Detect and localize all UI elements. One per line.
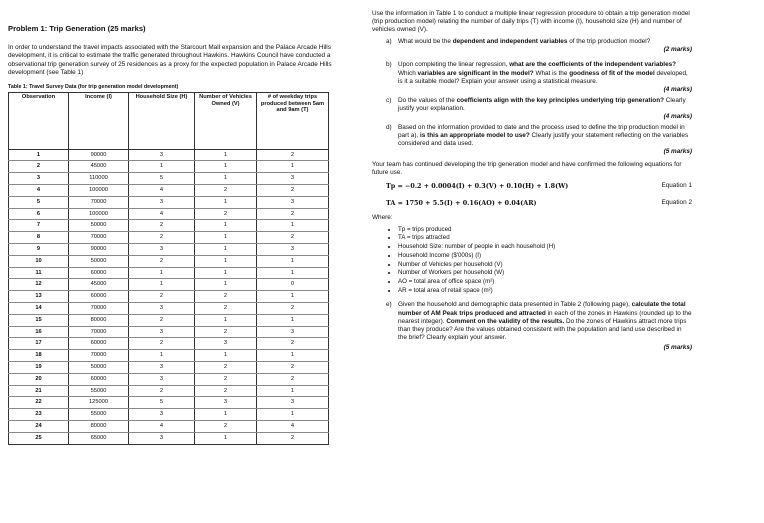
intro-paragraph: In order to understand the travel impacts associated with the Starcourt Mall expansion and the Palace Arcade Hills development, it is critical to estimate the traffic generated throughout Hawkins. Hawkins Council have conducted a observational trip generation survey of 25 residences as a proxy for the expected population in Palace Arcade Hills development (see Table 1): [8, 44, 332, 77]
table-cell: 1: [257, 409, 329, 421]
table-cell: 5: [129, 397, 195, 409]
table-cell: 1: [257, 255, 329, 267]
table-cell: 21: [9, 385, 69, 397]
table-cell: 5: [129, 173, 195, 185]
table-cell: 8: [9, 232, 69, 244]
table-cell: 17: [9, 338, 69, 350]
table-cell: 7: [9, 220, 69, 232]
table-cell: 2: [257, 149, 329, 161]
table-cell: 1: [257, 267, 329, 279]
table-row: [9, 267, 329, 279]
table-cell: 0: [257, 279, 329, 291]
table-cell: 2: [195, 291, 257, 303]
list-item: • Household Income ($'000s) (I): [398, 252, 692, 261]
table-row: [9, 385, 329, 397]
table-cell: 2: [129, 338, 195, 350]
table-cell: 2: [257, 373, 329, 385]
table-cell: 3: [195, 338, 257, 350]
table-cell: 16: [9, 326, 69, 338]
table-cell: 4: [257, 420, 329, 432]
table-cell: 22: [9, 397, 69, 409]
where-label: Where:: [372, 213, 393, 221]
table-cell: 12: [9, 279, 69, 291]
question-c-label: c): [386, 96, 392, 104]
header-income: Income (I): [69, 92, 129, 149]
equation-2: TA = 1750 + 5.5(I) + 0.16(AO) + 0.04(AR): [386, 198, 537, 207]
table-cell: 3: [9, 173, 69, 185]
table-cell: 10: [9, 255, 69, 267]
table-cell: 3: [257, 326, 329, 338]
table-cell: 65000: [69, 432, 129, 444]
table-row: [9, 255, 329, 267]
table-cell: 50000: [69, 361, 129, 373]
table-cell: 3: [129, 361, 195, 373]
table-cell: 6: [9, 208, 69, 220]
equation-1: Tp = −0.2 + 0.0004(I) + 0.3(V) + 0.10(H) + 1.8(W): [386, 181, 569, 190]
table-cell: 24: [9, 420, 69, 432]
header-household-size: Household Size (H): [129, 92, 195, 149]
travel-survey-table: [8, 92, 329, 445]
table-row: [9, 397, 329, 409]
table-cell: 3: [129, 196, 195, 208]
table-cell: 2: [257, 338, 329, 350]
table-cell: 70000: [69, 350, 129, 362]
table-cell: 2: [195, 361, 257, 373]
table-cell: 14: [9, 302, 69, 314]
table-row: [9, 208, 329, 220]
table-cell: 55000: [69, 385, 129, 397]
table-cell: 2: [257, 432, 329, 444]
table-row: [9, 244, 329, 256]
table-row: [9, 302, 329, 314]
table-cell: 11: [9, 267, 69, 279]
table-cell: 3: [257, 196, 329, 208]
header-observation: Observation: [9, 92, 69, 149]
table-cell: 60000: [69, 267, 129, 279]
table-cell: 125000: [69, 397, 129, 409]
table-cell: 19: [9, 361, 69, 373]
table-cell: 2: [195, 373, 257, 385]
table-cell: 90000: [69, 149, 129, 161]
question-e: e) Given the household and demographic data presented in Table 2 (following page), calculate the total number of AM Peak trips produced and attracted in each of the zones in Hawkins (rounded up to the nearest integer). Comment on the validity of the results. Do the zones of Hawkins attract more trips than they produce? Are the values obtained consistent with the population and land use described in the brief? Clearly explain your answer. (5 marks): [372, 301, 692, 352]
table-cell: 110000: [69, 173, 129, 185]
table-cell: 4: [129, 420, 195, 432]
table-row: [9, 326, 329, 338]
table-cell: 3: [129, 409, 195, 421]
list-item: • TA = trips attracted: [398, 234, 692, 243]
question-d-marks: (5 marks): [663, 148, 692, 156]
table-cell: 80000: [69, 314, 129, 326]
table-row: [9, 338, 329, 350]
table-cell: 45000: [69, 161, 129, 173]
table-cell: 2: [129, 232, 195, 244]
table-cell: 55000: [69, 409, 129, 421]
table-cell: 1: [129, 161, 195, 173]
table-cell: 2: [257, 208, 329, 220]
equation-1-label: Equation 1: [661, 181, 692, 189]
table-row: [9, 420, 329, 432]
table-cell: 70000: [69, 302, 129, 314]
table-cell: 1: [195, 314, 257, 326]
table-cell: 90000: [69, 244, 129, 256]
table-cell: 2: [195, 208, 257, 220]
table-cell: 2: [195, 302, 257, 314]
table-cell: 1: [195, 161, 257, 173]
table-row: [9, 196, 329, 208]
table-cell: 3: [257, 244, 329, 256]
list-item: • Number of Vehicles per household (V): [398, 261, 692, 270]
table-cell: 2: [9, 161, 69, 173]
equation-1-row: [372, 182, 692, 199]
table-cell: 3: [129, 302, 195, 314]
table-cell: 2: [129, 255, 195, 267]
table-cell: 50000: [69, 220, 129, 232]
table-cell: 1: [257, 314, 329, 326]
header-weekday-trips: # of weekday trips produced between 5am and 9am (T): [257, 92, 329, 149]
table-cell: 25: [9, 432, 69, 444]
left-column: [8, 24, 353, 445]
table-cell: 2: [257, 302, 329, 314]
table-cell: 3: [257, 397, 329, 409]
table-row: [9, 232, 329, 244]
table-cell: 2: [129, 314, 195, 326]
question-a-marks: (2 marks): [663, 46, 692, 54]
table-row: [9, 220, 329, 232]
list-item: • Household Size: number of people in each household (H): [398, 243, 692, 252]
table-cell: 1: [129, 279, 195, 291]
table-cell: 15: [9, 314, 69, 326]
question-b-marks: (4 marks): [663, 85, 692, 93]
table-cell: 70000: [69, 232, 129, 244]
table-cell: 18: [9, 350, 69, 362]
table-cell: 9: [9, 244, 69, 256]
question-a: a) What would be the dependent and independent variables of the trip production model? (2 marks): [372, 38, 692, 54]
list-item: • AR = total area of retail space (m²): [398, 287, 692, 296]
table-cell: 100000: [69, 208, 129, 220]
table-cell: 13: [9, 291, 69, 303]
right-column: [372, 10, 692, 352]
table-cell: 2: [257, 232, 329, 244]
table-caption: Table 1: Travel Survey Data (for trip generation model development): [8, 83, 179, 90]
question-c: c) Do the values of the coefficients align with the key principles underlying trip generation? Clearly justify your explanation. (4 marks): [372, 97, 692, 121]
table-cell: 1: [195, 244, 257, 256]
table-cell: 100000: [69, 185, 129, 197]
table-body: [9, 149, 329, 444]
table-cell: 3: [129, 326, 195, 338]
table-cell: 1: [257, 161, 329, 173]
table-cell: 2: [195, 420, 257, 432]
table-cell: 1: [195, 255, 257, 267]
table-cell: 1: [129, 267, 195, 279]
table-cell: 20: [9, 373, 69, 385]
table-row: [9, 279, 329, 291]
table-cell: 1: [195, 232, 257, 244]
list-item: • Number of Workers per household (W): [398, 269, 692, 278]
table-cell: 3: [195, 397, 257, 409]
table-cell: 4: [129, 208, 195, 220]
table-cell: 4: [129, 185, 195, 197]
table-row: [9, 361, 329, 373]
table-cell: 2: [129, 220, 195, 232]
table-cell: 2: [257, 185, 329, 197]
table-cell: 1: [195, 409, 257, 421]
table-cell: 1: [129, 350, 195, 362]
table-cell: 3: [257, 173, 329, 185]
table-header-row: [9, 92, 329, 149]
table-row: [9, 373, 329, 385]
regression-instructions: Use the information in Table 1 to conduct a multiple linear regression procedure to obtain a trip generation model (trip production model) relating the number of daily trips (T) with income (I), household size (H) and number of vehicles owned (V).: [372, 10, 690, 34]
header-vehicles-owned: Number of Vehicles Owned (V): [195, 92, 257, 149]
table-cell: 2: [195, 326, 257, 338]
table-cell: 23: [9, 409, 69, 421]
team-continued-text: Your team has continued developing the trip generation model and have confirmed the following equations for future use.: [372, 160, 682, 176]
problem-title: Problem 1: Trip Generation (25 marks): [8, 24, 146, 33]
table-row: [9, 350, 329, 362]
table-cell: 60000: [69, 373, 129, 385]
equation-2-row: [372, 199, 692, 214]
table-cell: 2: [129, 291, 195, 303]
table-cell: 1: [195, 267, 257, 279]
table-cell: 3: [129, 373, 195, 385]
table-row: [9, 409, 329, 421]
table-cell: 1: [195, 220, 257, 232]
table-cell: 70000: [69, 326, 129, 338]
table-cell: 2: [257, 361, 329, 373]
table-cell: 1: [195, 149, 257, 161]
table-row: [9, 314, 329, 326]
question-b-label: b): [386, 61, 392, 69]
table-cell: 1: [195, 432, 257, 444]
table-cell: 2: [195, 185, 257, 197]
table-row: [9, 432, 329, 444]
question-d: d) Based on the information provided to date and the process used to define the trip production model in part a), is this an appropriate model to use? Clearly justify your statement reflecting on the variables considered and data used. (5 marks): [372, 124, 692, 156]
table-cell: 50000: [69, 255, 129, 267]
list-item: • AO = total area of office space (m²): [398, 278, 692, 287]
table-row: [9, 161, 329, 173]
table-cell: 1: [9, 149, 69, 161]
table-cell: 2: [195, 385, 257, 397]
table-row: [9, 185, 329, 197]
question-b: b) Upon completing the linear regression, what are the coefficients of the independent variables? Which variables are significant in the model? What is the goodness of fit of the model developed, is it a suitable model? Explain your answer using a statistical measure. (4 marks): [372, 61, 692, 93]
table-row: [9, 149, 329, 161]
equation-2-label: Equation 2: [661, 198, 692, 206]
table-cell: 5: [9, 196, 69, 208]
question-e-label: e): [386, 301, 392, 309]
table-cell: 1: [257, 385, 329, 397]
table-cell: 1: [257, 350, 329, 362]
table-cell: 1: [257, 220, 329, 232]
table-cell: 3: [129, 432, 195, 444]
list-item: • Tp = trips produced: [398, 226, 692, 235]
table-cell: 2: [129, 385, 195, 397]
table-cell: 1: [195, 173, 257, 185]
table-cell: 1: [195, 279, 257, 291]
question-c-marks: (4 marks): [663, 113, 692, 121]
table-cell: 1: [195, 196, 257, 208]
variable-definitions: [372, 226, 692, 296]
question-a-label: a): [386, 38, 392, 46]
table-cell: 70000: [69, 196, 129, 208]
table-cell: 80000: [69, 420, 129, 432]
table-cell: 4: [9, 185, 69, 197]
table-cell: 1: [195, 350, 257, 362]
table-cell: 1: [257, 291, 329, 303]
table-cell: 60000: [69, 291, 129, 303]
question-e-marks: (5 marks): [663, 343, 692, 351]
table-cell: 3: [129, 244, 195, 256]
question-d-label: d): [386, 124, 392, 132]
table-row: [9, 173, 329, 185]
table-cell: 45000: [69, 279, 129, 291]
table-row: [9, 291, 329, 303]
table-cell: 60000: [69, 338, 129, 350]
table-cell: 3: [129, 149, 195, 161]
